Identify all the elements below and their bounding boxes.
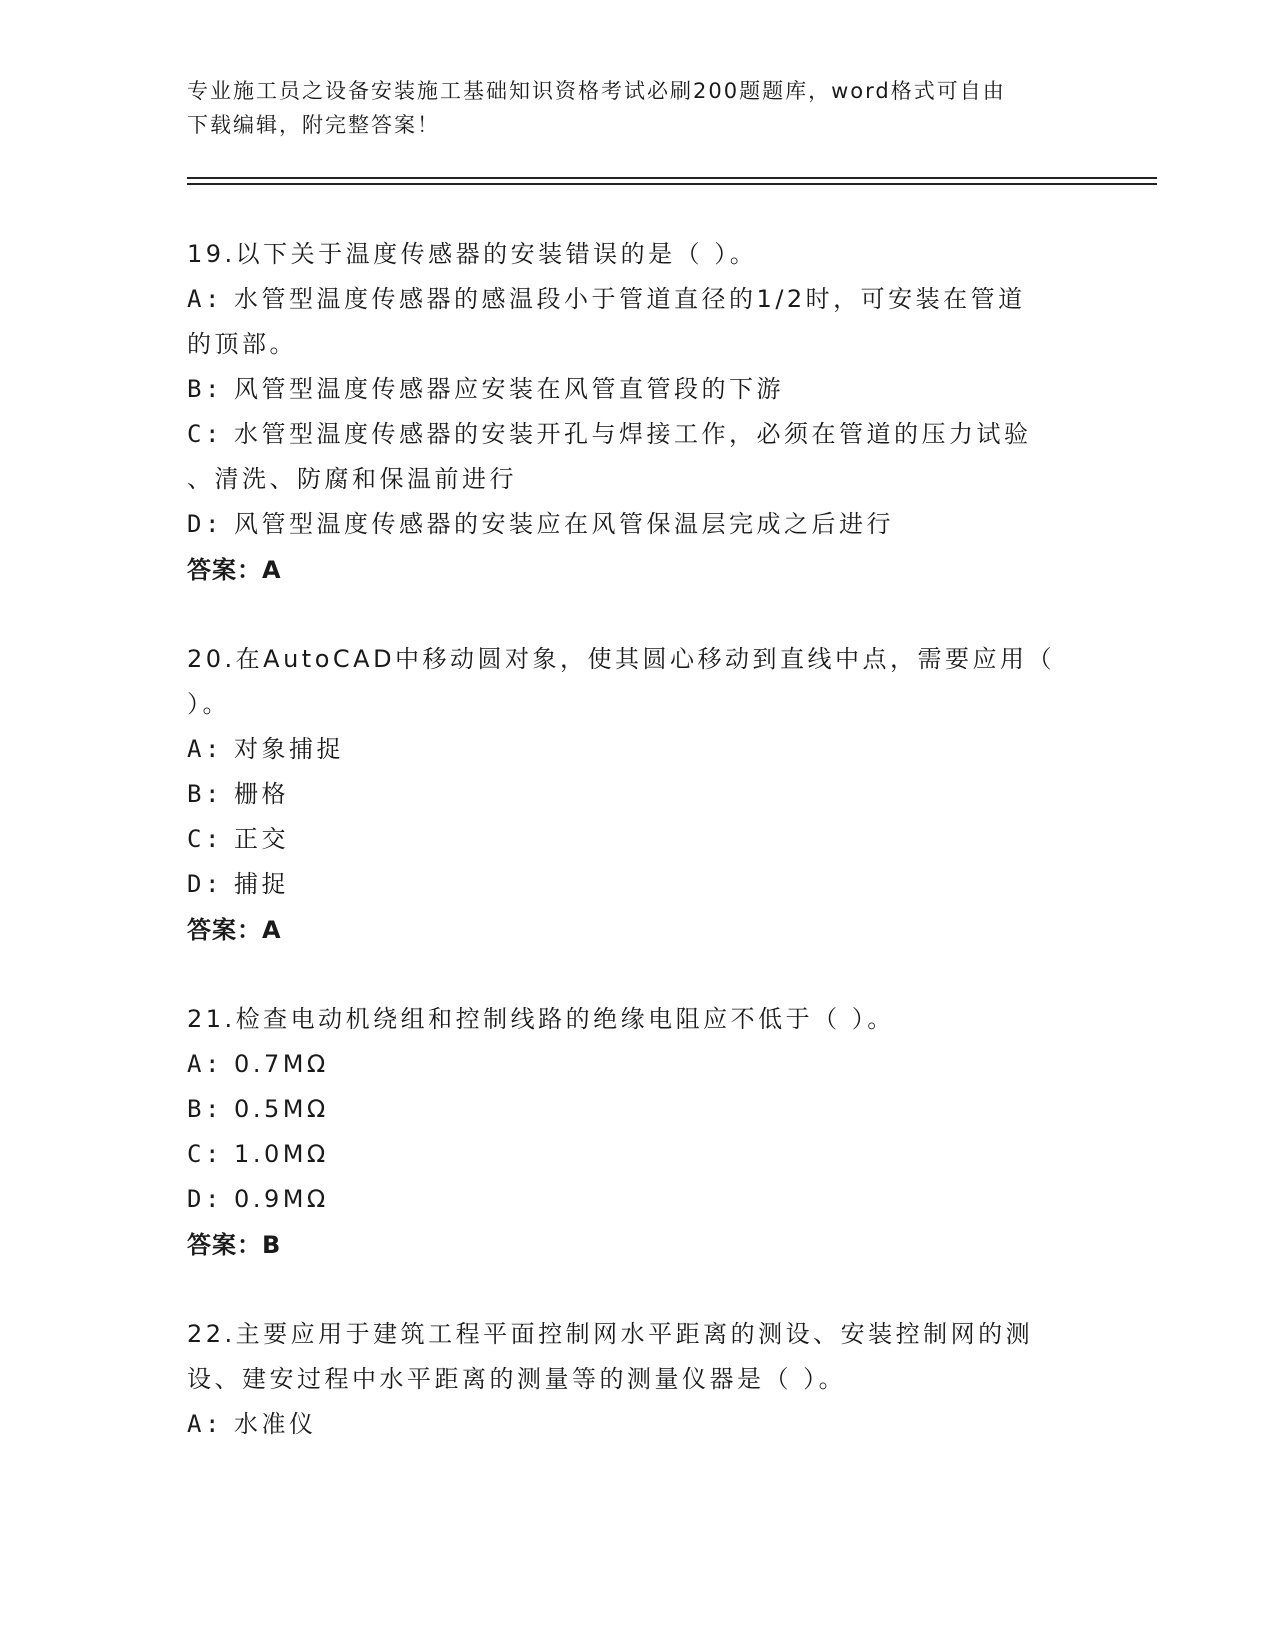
question-stem-line: 设、建安过程中水平距离的测量等的测量仪器是（ ）。 — [187, 1365, 847, 1393]
option-a-line — [187, 1402, 1087, 1447]
answer-line: 答案：A — [187, 916, 282, 944]
option-d-line — [187, 862, 1087, 907]
question-20 — [187, 637, 1087, 953]
header-line-1: 专业施工员之设备安装施工基础知识资格考试必刷200题题库，word格式可自由 — [187, 79, 1006, 103]
option-text: 捕捉 — [234, 870, 290, 898]
answer-line: 答案：B — [187, 1231, 282, 1259]
option-label: A: — [187, 1410, 223, 1438]
option-text: 风管型温度传感器应安装在风管直管段的下游 — [234, 375, 785, 403]
option-a-line — [187, 322, 1087, 367]
question-stem-line: 21.检查电动机绕组和控制线路的绝缘电阻应不低于（ ）。 — [187, 1005, 895, 1033]
option-a-line — [187, 727, 1087, 772]
option-text: 水准仪 — [234, 1410, 317, 1438]
option-label: B: — [187, 780, 223, 808]
option-text: 栅格 — [234, 780, 290, 808]
header-line-2: 下载编辑，附完整答案！ — [187, 113, 440, 137]
option-text: 0.5MΩ — [234, 1095, 329, 1123]
option-label: B: — [187, 375, 223, 403]
option-text: 、清洗、防腐和保温前进行 — [187, 465, 517, 493]
option-text: 1.0MΩ — [234, 1140, 329, 1168]
question-21 — [187, 997, 1087, 1268]
question-22 — [187, 1312, 1087, 1447]
option-text: 0.7MΩ — [234, 1050, 329, 1078]
option-d-line — [187, 502, 1087, 547]
option-text: 正交 — [234, 825, 290, 853]
option-label: A: — [187, 285, 223, 313]
question-stem-line: 19.以下关于温度传感器的安装错误的是（ ）。 — [187, 240, 758, 268]
document-header — [187, 74, 1087, 142]
question-stem-line: ）。 — [187, 690, 230, 718]
option-text: 水管型温度传感器的安装开孔与焊接工作，必须在管道的压力试验 — [234, 420, 1032, 448]
option-label: C: — [187, 1140, 223, 1168]
option-label: B: — [187, 1095, 223, 1123]
question-list — [187, 232, 1087, 1491]
question-19 — [187, 232, 1087, 593]
option-b-line — [187, 1087, 1087, 1132]
option-label: D: — [187, 510, 223, 538]
option-d-line — [187, 1177, 1087, 1222]
option-text: 0.9MΩ — [234, 1185, 329, 1213]
option-label: A: — [187, 735, 223, 763]
option-c-line — [187, 457, 1087, 502]
question-stem-line: 22.主要应用于建筑工程平面控制网水平距离的测设、安装控制网的测 — [187, 1320, 1034, 1348]
option-c-line — [187, 1132, 1087, 1177]
option-text: 水管型温度传感器的感温段小于管道直径的1/2时，可安装在管道 — [234, 285, 1026, 313]
option-text: 的顶部。 — [187, 330, 297, 358]
option-text: 对象捕捉 — [234, 735, 345, 763]
option-label: C: — [187, 420, 223, 448]
option-label: D: — [187, 870, 223, 898]
option-text: 风管型温度传感器的安装应在风管保温层完成之后进行 — [234, 510, 895, 538]
option-c-line — [187, 817, 1087, 862]
option-c-line — [187, 412, 1087, 457]
option-label: A: — [187, 1050, 223, 1078]
question-stem-line: 20.在AutoCAD中移动圆对象，使其圆心移动到直线中点，需要应用（ — [187, 645, 1056, 673]
header-divider-bottom — [187, 183, 1157, 185]
answer-line: 答案：A — [187, 556, 282, 584]
option-b-line — [187, 367, 1087, 412]
option-b-line — [187, 772, 1087, 817]
option-label: D: — [187, 1185, 223, 1213]
option-label: C: — [187, 825, 223, 853]
header-divider-top — [187, 177, 1157, 179]
option-a-line — [187, 1042, 1087, 1087]
option-a-line — [187, 277, 1087, 322]
